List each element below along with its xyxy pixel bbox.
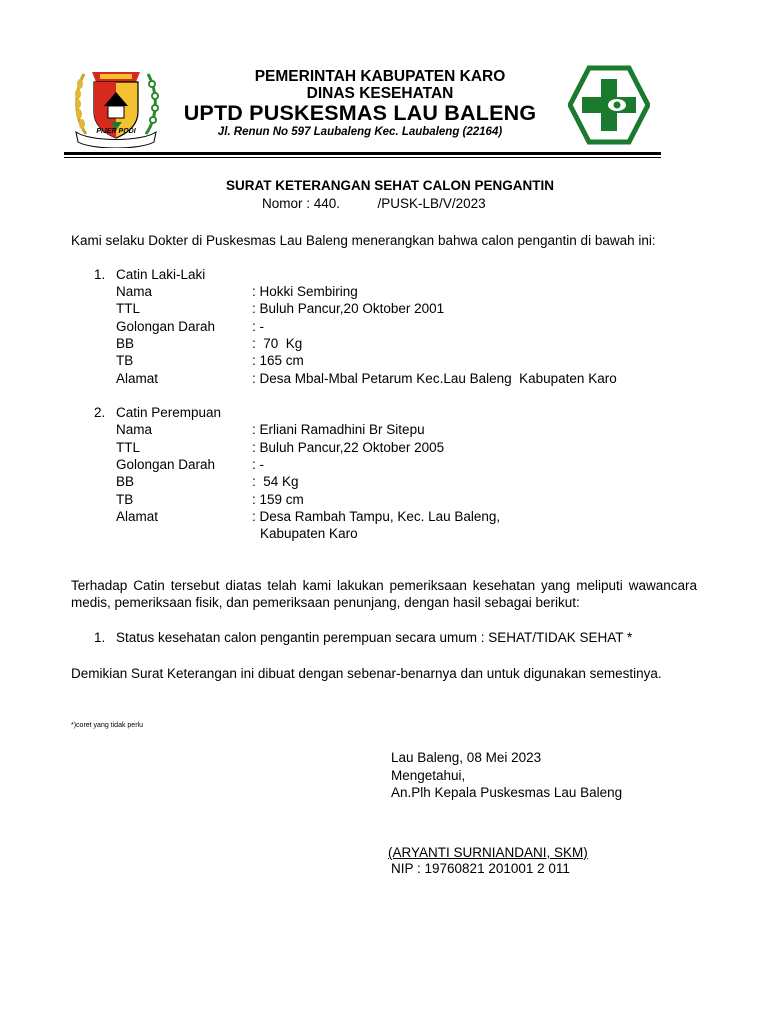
groom-value-bb: : 70 Kg	[252, 336, 303, 351]
document-title: SURAT KETERANGAN SEHAT CALON PENGANTIN	[225, 178, 554, 193]
bride-label-ttl: TTL	[116, 440, 141, 455]
groom-label-alamat: Alamat	[116, 371, 159, 386]
bride-label-bb: BB	[116, 474, 135, 489]
header-department: DINAS KESEHATAN	[306, 85, 454, 102]
header-institution: UPTD PUSKESMAS LAU BALENG	[183, 101, 537, 125]
groom-value-alamat: : Desa Mbal-Mbal Petarum Kec.Lau Baleng Kabupaten Karo	[252, 371, 617, 386]
signature-name: (ARYANTI SURNIANDANI, SKM)	[388, 845, 588, 860]
groom-label-bb: BB	[116, 336, 135, 351]
intro-paragraph: Kami selaku Dokter di Puskesmas Lau Baleng menerangkan bahwa calon pengantin di bawah ini:	[71, 233, 656, 248]
emblem-motto: PIJER PODI	[96, 128, 136, 135]
bride-value-alamat-cont: Kabupaten Karo	[260, 526, 358, 541]
bride-value-nama: : Erliani Ramadhini Br Sitepu	[252, 422, 425, 437]
bride-label-tb: TB	[116, 492, 134, 507]
bride-value-ttl: : Buluh Pancur,22 Oktober 2005	[252, 440, 445, 455]
document-number: Nomor : 440. /PUSK-LB/V/2023	[262, 196, 486, 211]
bride-value-bb: : 54 Kg	[252, 474, 299, 489]
groom-label-tb: TB	[116, 353, 134, 368]
bride-value-golongan-darah: : -	[252, 457, 264, 472]
signature-nip: NIP : 19760821 201001 2 011	[391, 861, 570, 876]
signature-position: An.Plh Kepala Puskesmas Lau Baleng	[391, 785, 623, 800]
groom-label-nama: Nama	[116, 284, 153, 299]
puskesmas-logo-icon	[568, 65, 650, 145]
bride-label-golongan-darah: Golongan Darah	[116, 457, 216, 472]
groom-heading: Catin Laki-Laki	[116, 267, 206, 282]
result-text: Status kesehatan calon pengantin perempuan secara umum : SEHAT/TIDAK SEHAT *	[116, 630, 633, 645]
result-number: 1.	[94, 630, 106, 645]
closing-paragraph: Demikian Surat Keterangan ini dibuat dengan sebenar-benarnya dan untuk digunakan semestinya.	[71, 666, 662, 681]
groom-label-golongan-darah: Golongan Darah	[116, 319, 216, 334]
header-address: Jl. Renun No 597 Laubaleng Kec. Laubaleng (22164)	[217, 126, 503, 138]
bride-heading: Catin Perempuan	[116, 405, 222, 420]
groom-value-ttl: : Buluh Pancur,20 Oktober 2001	[252, 301, 445, 316]
bride-label-alamat: Alamat	[116, 509, 159, 524]
header-government: PEMERINTAH KABUPATEN KARO	[254, 68, 506, 85]
exam-paragraph: Terhadap Catin tersebut diatas telah kami lakukan pemeriksaan kesehatan yang meliputi wawancara medis, pemeriksaan fisik, dan pemeriksaan penunjang, dengan hasil sebagai berikut:	[71, 578, 697, 610]
signature-place-date: Lau Baleng, 08 Mei 2023	[391, 750, 542, 765]
karo-regency-emblem-icon	[70, 62, 162, 148]
signature-acknowledged: Mengetahui,	[391, 768, 466, 783]
header-rule-thick	[64, 152, 661, 155]
header-rule-thin	[64, 157, 661, 158]
groom-number: 1.	[94, 267, 106, 282]
footnote: *)coret yang tidak perlu	[71, 722, 143, 729]
bride-value-tb: : 159 cm	[252, 492, 304, 507]
groom-value-nama: : Hokki Sembiring	[252, 284, 358, 299]
bride-value-alamat: : Desa Rambah Tampu, Kec. Lau Baleng,	[252, 509, 501, 524]
groom-label-ttl: TTL	[116, 301, 141, 316]
groom-value-tb: : 165 cm	[252, 353, 304, 368]
bride-number: 2.	[94, 405, 106, 420]
bride-label-nama: Nama	[116, 422, 153, 437]
groom-value-golongan-darah: : -	[252, 319, 264, 334]
